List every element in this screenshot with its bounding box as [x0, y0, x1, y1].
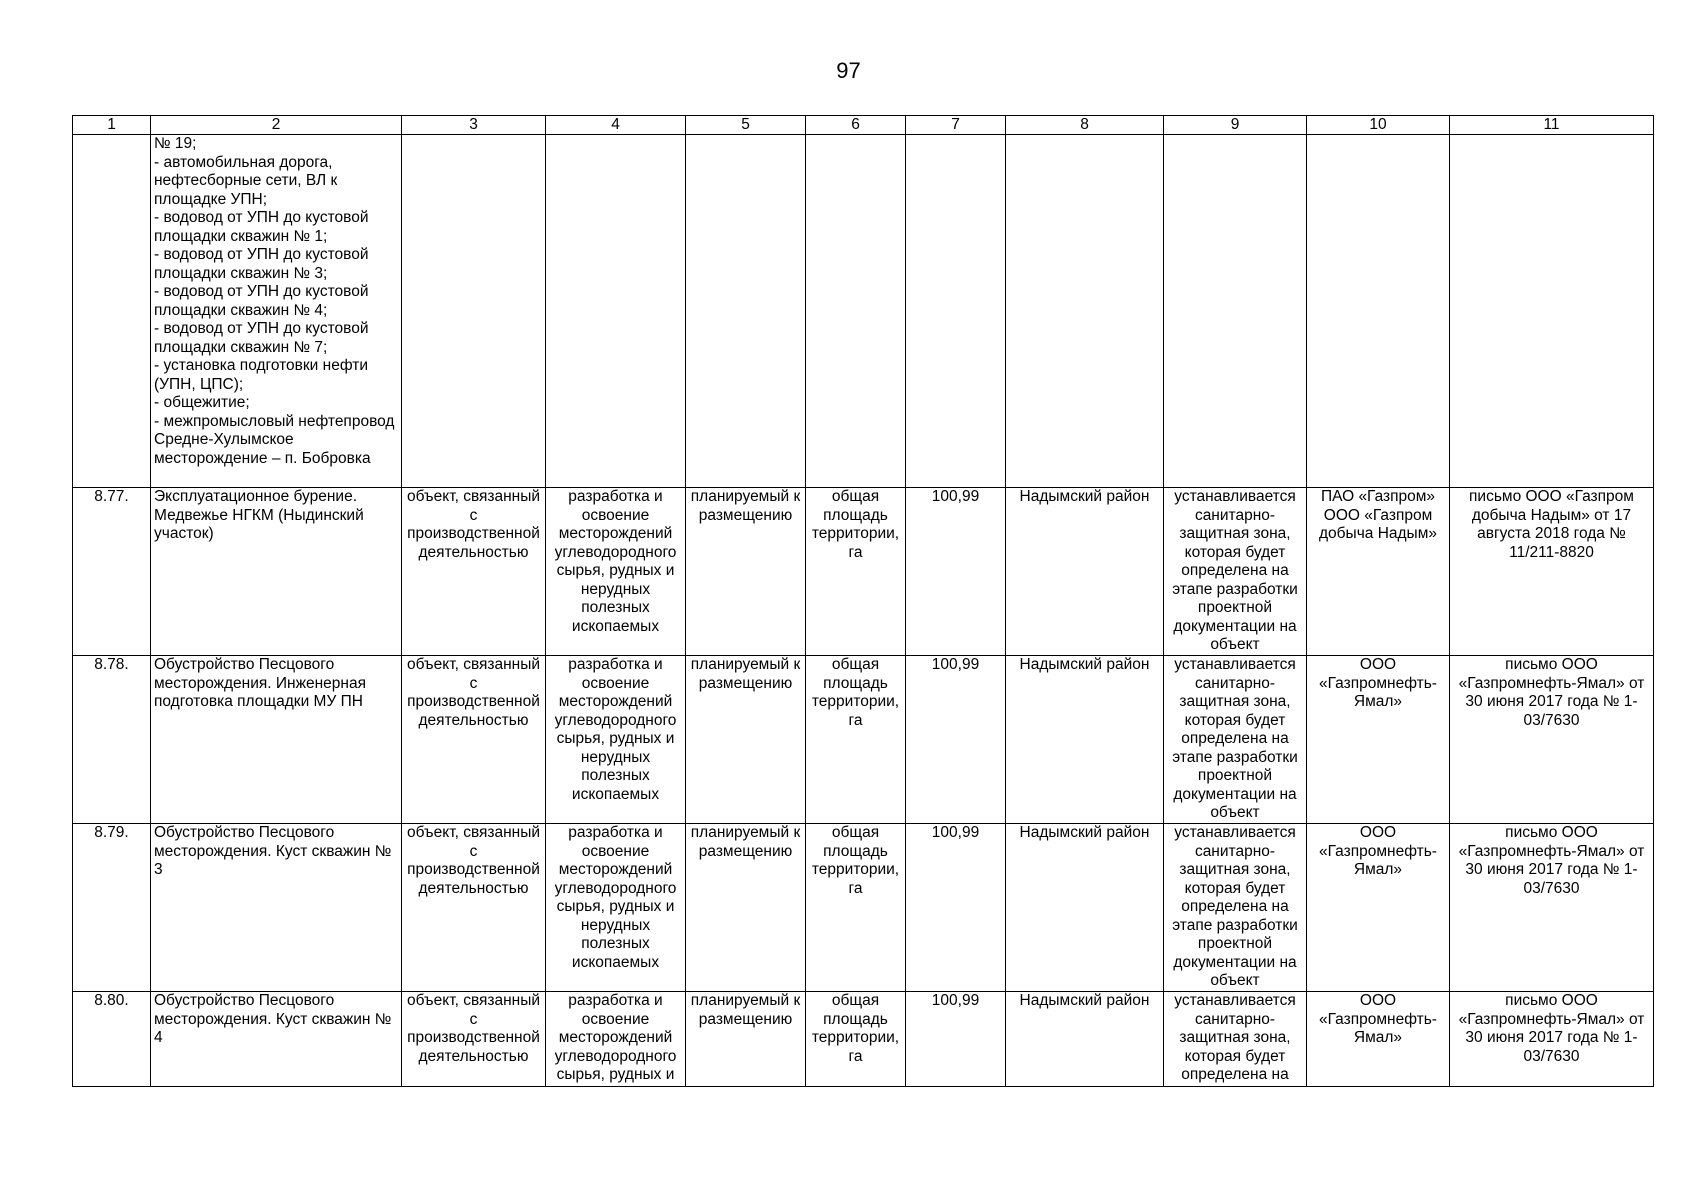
object-status: планируемый к размещению	[686, 824, 806, 992]
column-header: 3	[402, 116, 546, 135]
continuation-row	[73, 135, 1654, 488]
object-zone: устанавливается санитарно-защитная зона, которая будет определена на	[1164, 992, 1307, 1087]
column-number-row	[73, 116, 1654, 135]
object-value: 100,99	[906, 824, 1006, 992]
object-zone: устанавливается санитарно-защитная зона, которая будет определена на этапе разработки проектной документации на объект	[1164, 656, 1307, 824]
object-name: Эксплуатационное бурение. Медвежье НГКМ (Ныдинский участок)	[151, 488, 402, 656]
objects-table	[72, 115, 1654, 1087]
object-source: письмо ООО «Газпромнефть-Ямал» от 30 июня 2017 года № 1-03/7630	[1450, 992, 1654, 1087]
object-owner: ООО «Газпромнефть-Ямал»	[1307, 824, 1450, 992]
object-owner: ПАО «Газпром» ООО «Газпром добыча Надым»	[1307, 488, 1450, 656]
object-source: письмо ООО «Газпромнефть-Ямал» от 30 июня 2017 года № 1-03/7630	[1450, 824, 1654, 992]
table-row	[73, 824, 1654, 992]
continued-object-list: № 19; - автомобильная дорога, нефтесборные сети, ВЛ к площадке УПН; - водовод от УПН до кустовой площадки скважин № 1; - водовод от УПН до кустовой площадки скважин № 3; - водовод от УПН до кустовой площадки скважин № 4; - водовод от УПН до кустовой площадки скважин № 7; - установка подготовки нефти (УПН, ЦПС); - общежитие; - межпромысловый нефтепровод Средне-Хулымское месторождение – п. Бобровка	[151, 135, 402, 488]
column-header: 2	[151, 116, 402, 135]
object-purpose: разработка и освоение месторождений углеводородного сырья, рудных и нерудных полезных ископаемых	[546, 824, 686, 992]
object-type: объект, связанный с производственной деятельностью	[402, 824, 546, 992]
object-characteristic: общая площадь территории, га	[806, 992, 906, 1087]
table-row	[73, 992, 1654, 1087]
object-name: Обустройство Песцового месторождения. Куст скважин № 3	[151, 824, 402, 992]
column-header: 10	[1307, 116, 1450, 135]
column-header: 7	[906, 116, 1006, 135]
object-characteristic: общая площадь территории, га	[806, 824, 906, 992]
object-type: объект, связанный с производственной деятельностью	[402, 488, 546, 656]
object-value: 100,99	[906, 992, 1006, 1087]
object-location: Надымский район	[1006, 656, 1164, 824]
object-purpose: разработка и освоение месторождений углеводородного сырья, рудных и нерудных полезных ископаемых	[546, 656, 686, 824]
object-purpose: разработка и освоение месторождений углеводородного сырья, рудных и нерудных полезных ископаемых	[546, 488, 686, 656]
object-name: Обустройство Песцового месторождения. Куст скважин № 4	[151, 992, 402, 1087]
object-status: планируемый к размещению	[686, 992, 806, 1087]
row-number: 8.79.	[73, 824, 151, 992]
object-name: Обустройство Песцового месторождения. Инженерная подготовка площадки МУ ПН	[151, 656, 402, 824]
object-characteristic: общая площадь территории, га	[806, 488, 906, 656]
object-location: Надымский район	[1006, 992, 1164, 1087]
column-header: 8	[1006, 116, 1164, 135]
row-number: 8.78.	[73, 656, 151, 824]
column-header: 9	[1164, 116, 1307, 135]
object-value: 100,99	[906, 488, 1006, 656]
object-type: объект, связанный с производственной деятельностью	[402, 656, 546, 824]
table-row	[73, 656, 1654, 824]
object-status: планируемый к размещению	[686, 656, 806, 824]
object-source: письмо ООО «Газпромнефть-Ямал» от 30 июня 2017 года № 1-03/7630	[1450, 656, 1654, 824]
object-characteristic: общая площадь территории, га	[806, 656, 906, 824]
object-owner: ООО «Газпромнефть-Ямал»	[1307, 992, 1450, 1087]
row-number: 8.80.	[73, 992, 151, 1087]
column-header: 6	[806, 116, 906, 135]
column-header: 4	[546, 116, 686, 135]
object-zone: устанавливается санитарно-защитная зона, которая будет определена на этапе разработки проектной документации на объект	[1164, 824, 1307, 992]
object-source: письмо ООО «Газпром добыча Надым» от 17 августа 2018 года № 11/211-8820	[1450, 488, 1654, 656]
object-status: планируемый к размещению	[686, 488, 806, 656]
column-header: 1	[73, 116, 151, 135]
object-value: 100,99	[906, 656, 1006, 824]
row-number: 8.77.	[73, 488, 151, 656]
object-type: объект, связанный с производственной деятельностью	[402, 992, 546, 1087]
table-row	[73, 488, 1654, 656]
object-owner: ООО «Газпромнефть-Ямал»	[1307, 656, 1450, 824]
object-zone: устанавливается санитарно-защитная зона, которая будет определена на этапе разработки проектной документации на объект	[1164, 488, 1307, 656]
column-header: 5	[686, 116, 806, 135]
object-purpose: разработка и освоение месторождений углеводородного сырья, рудных и	[546, 992, 686, 1087]
page-number: 97	[836, 58, 861, 83]
column-header: 11	[1450, 116, 1654, 135]
object-location: Надымский район	[1006, 824, 1164, 992]
object-location: Надымский район	[1006, 488, 1164, 656]
